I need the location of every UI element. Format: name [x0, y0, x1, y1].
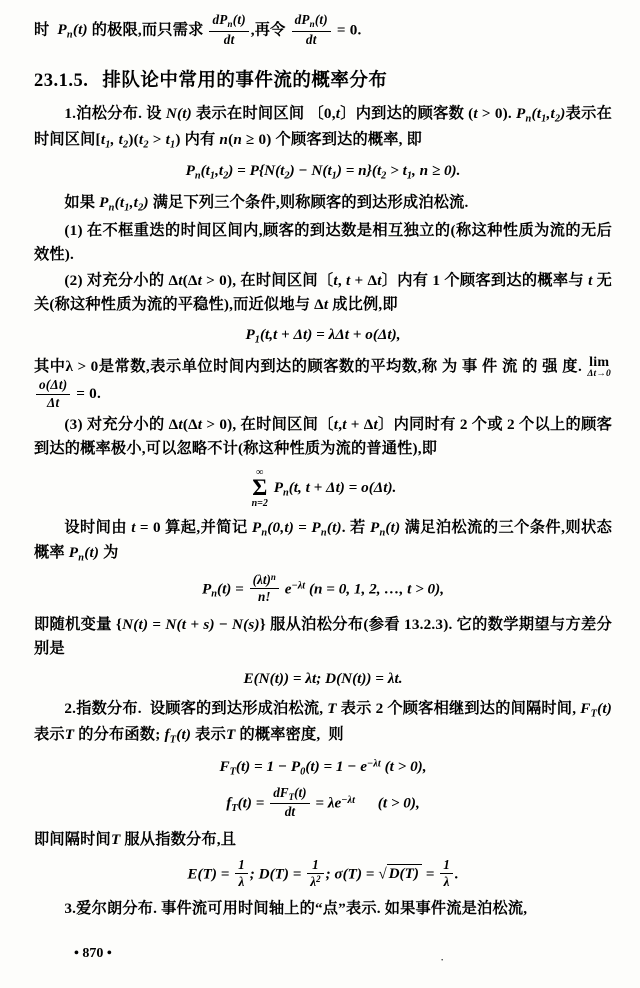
equation-6: $F_T(t) = 1 - P_0(t) = 1 - e^{-\lambda t}$ (t > 0), — [219, 757, 427, 778]
paragraph-erlang-intro: 3.爱尔朗分布. 事件流可用时间轴上的“点”表示. 如果事件流是泊松流, — [64, 900, 528, 918]
equation-4: $P_n(t)$ = $\frac{(\lambda t)^n}{n!}$ $e^{-\lambda t}$ (n = 0, 1, 2, …, t > 0), — [201, 572, 444, 605]
paragraph-state-probability: 设时间由 t = 0 算起,并简记 $P_n(0,t) = P_n(t)$. 若 $P_n(t)$ 满足泊松流的三个条件,则状态概率 $P_n(t)$ 为 — [34, 518, 613, 564]
equation-8: E(T) = $\frac{1}{\lambda}$ ; D(T) = $\frac{1}{\lambda^2}$ ; σ(T) = √ D(T) = $\frac{1}{\lambda}$ . — [187, 856, 459, 890]
paragraph-poisson-conclusion: 即随机变量 {N(t) = N(t + s) − N(s)} 服从泊松分布(参看 13.2.3). 它的数学期望与方差分别是 — [34, 615, 612, 657]
paragraph-condition-3: (3) 对充分小的 Δt(Δt > 0), 在时间区间〔t,t + Δt〕内同时有 2 个或 2 个以上的顾客到达的概率极小,可以忽略不计(称这种性质为流的普通性),即 — [34, 415, 613, 457]
paragraph-poisson-intro: 1.泊松分布. 设 N(t) 表示在时间区间 〔0,t〕内到达的顾客数 (t > 0). $P_n(t_1,t_2)$表示在时间区间[$t_1$, $t_2)(t_2 > t_1)$ 内有 n(n ≥ 0) 个顾客到达的概率, 即 — [34, 104, 612, 151]
page-footer — [34, 946, 612, 962]
paragraph-exponential-conclusion: 即间隔时间T 服从指数分布,且 — [34, 830, 237, 848]
page-number: • 870 • — [74, 946, 112, 961]
section-number: 23.1.5. — [34, 70, 89, 91]
equation-1: $P_n(t_1,t_2) = P\{N(t_2) - N(t_1) = n\}(t_2 > t_1$, n ≥ 0). — [185, 162, 461, 182]
paragraph-condition-1: (1) 在不框重迭的时间区间内,顾客的到达数是相互独立的(称这种性质为流的无后效性). — [34, 222, 612, 264]
equation-7: $f_T(t)$ = $\frac{dF_T(t)}{dt}$ = $\lambda e^{-\lambda t}$ (t > 0), — [226, 784, 420, 820]
equation-5: E(N(t)) = λt; D(N(t)) = λt. — [243, 669, 403, 687]
paragraph-conditions-intro: 如果 $P_n(t_1,t_2)$ 满足下列三个条件,则称顾客的到达形成泊松流. — [64, 194, 469, 214]
equation-2: $P_1(t,t + \Delta t) = \lambda\Delta t + o(\Delta t)$, — [245, 326, 401, 346]
paragraph-condition-2: (2) 对充分小的 Δt(Δt > 0), 在时间区间〔t, t + Δt〕内有 1 个顾客到达的概率与 t 无关(称这种性质为流的平稳性),而近似地与 Δt 成比例,即 — [34, 272, 612, 314]
page-content — [34, 14, 612, 923]
section-title: 排队论中常用的事件流的概率分布 — [102, 70, 388, 91]
paragraph-line-1: 时 $P_n(t)$ 的极限,而只需求 $\frac{dP_n(t)}{dt}$ ,再令 $\frac{dP_n(t)}{dt}$ = 0. — [34, 12, 362, 47]
paragraph-exponential-intro: 2.指数分布. 设顾客的到达形成泊松流, T 表示 2 个顾客相继到达的间隔时间, $F_T(t)$ 表示T 的分布函数; $f_T(t)$ 表示T 的概率密度, 则 — [34, 700, 613, 746]
equation-3: ∞ Σ n=2 $P_n(t$, t + Δt) = o(Δt). — [251, 466, 397, 510]
scan-artifact: · — [440, 952, 445, 967]
section-heading — [34, 66, 612, 92]
paragraph-lambda-note: 其中λ > 0是常数,表示单位时间内到达的顾客数的平均数,称 为 事 件 流 的 强 度. lim Δt→0 $\frac{o(\Delta t)}{\Delta t}$ = 0. — [34, 354, 611, 410]
